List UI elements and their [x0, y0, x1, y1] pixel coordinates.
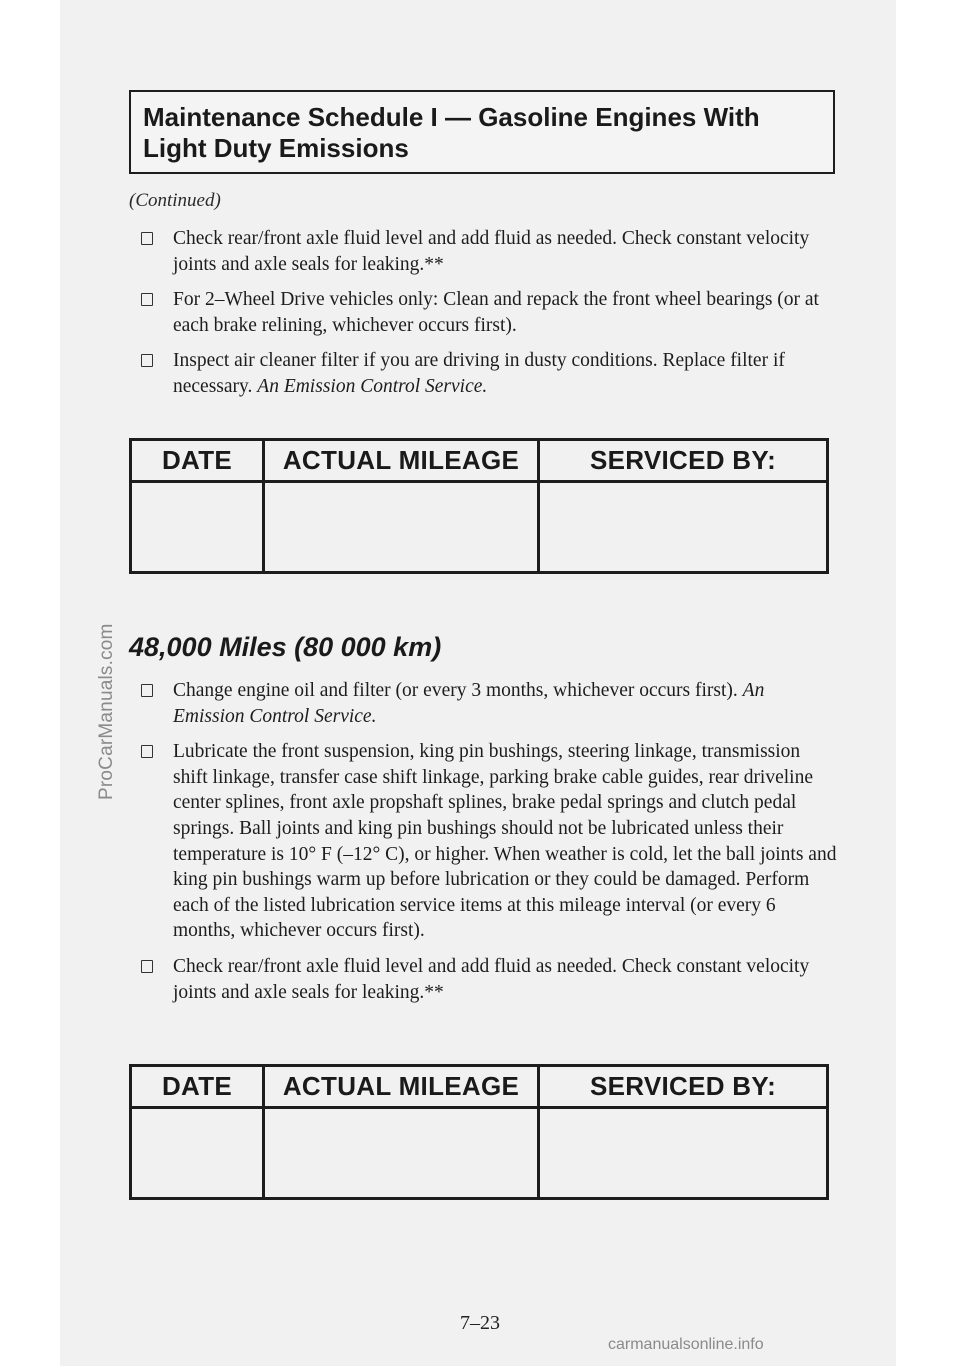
checklist-item — [139, 226, 839, 277]
checklist-bottom — [139, 678, 839, 1015]
emission-note: An Emission Control Service. — [257, 375, 488, 397]
checkbox-icon[interactable] — [141, 684, 153, 697]
checklist-top — [139, 226, 839, 410]
checklist-item-text: Lubricate the front suspension, king pin bushings, steering linkage, transmission shift linkage, transfer case shift linkage, parking brake cable guides, rear driveline center splines, front axle propshaft splines, brake pedal springs and clutch pedal springs. Ball joints and king pin bushings should not be lubricated unless their temperature is 10° F (–12° C), or higher. When weather is cold, let the ball joints and king pin bushings warm up before lubrication or they could be damaged. Perform each of the listed lubrication service items at this mileage interval (or every 6 months, whichever occurs first). — [173, 741, 837, 942]
mileage-section-title: 48,000 Miles (80 000 km) — [129, 632, 442, 662]
schedule-heading-box — [129, 90, 835, 174]
checklist-item-text: For 2–Wheel Drive vehicles only: Clean and repack the front wheel bearings (or at each brake relining, whichever occurs first). — [173, 289, 819, 336]
checklist-item-text: Inspect air cleaner filter if you are driving in dusty conditions. Replace filter if necessary. — [173, 350, 785, 397]
table-cell-serviced-by[interactable] — [537, 1109, 826, 1197]
checklist-item — [139, 739, 839, 944]
checklist-item-text: Check rear/front axle fluid level and add fluid as needed. Check constant velocity joints and axle seals for leaking.** — [173, 955, 810, 1003]
checkbox-icon[interactable] — [141, 745, 153, 758]
watermark-carmanualsonline: carmanualsonline.info — [608, 1336, 764, 1353]
checklist-item — [139, 678, 839, 729]
table-header-mileage: ACTUAL MILEAGE — [262, 1067, 537, 1109]
table-header-serviced-by: SERVICED BY: — [537, 441, 826, 483]
service-record-table-2 — [129, 1064, 829, 1200]
checklist-item-text: Change engine oil and filter (or every 3 months, whichever occurs first). — [173, 680, 738, 701]
checkbox-icon[interactable] — [141, 293, 153, 306]
table-cell-mileage[interactable] — [262, 1109, 537, 1197]
checkbox-icon[interactable] — [141, 232, 153, 245]
table-cell-date[interactable] — [132, 483, 262, 571]
page-number: 7–23 — [460, 1312, 500, 1334]
checkbox-icon[interactable] — [141, 960, 153, 973]
checklist-item-text: Check rear/front axle fluid level and add fluid as needed. Check constant velocity joints and axle seals for leaking.** — [173, 228, 810, 275]
table-cell-serviced-by[interactable] — [537, 483, 826, 571]
checkbox-icon[interactable] — [141, 354, 153, 367]
table-header-date: DATE — [132, 441, 262, 483]
checklist-item — [139, 348, 839, 399]
continued-label: (Continued) — [129, 190, 221, 211]
checklist-item — [139, 954, 839, 1005]
table-header-mileage: ACTUAL MILEAGE — [262, 441, 537, 483]
service-record-table-1 — [129, 438, 829, 574]
schedule-heading-line2: Light Duty Emissions — [143, 133, 409, 163]
table-cell-mileage[interactable] — [262, 483, 537, 571]
table-header-date: DATE — [132, 1067, 262, 1109]
table-header-serviced-by: SERVICED BY: — [537, 1067, 826, 1109]
table-cell-date[interactable] — [132, 1109, 262, 1197]
watermark-procarmanuals: ProCarManuals.com — [96, 623, 117, 800]
schedule-heading-line1: Maintenance Schedule I — Gasoline Engines With — [143, 102, 760, 132]
emission-note: An Emission Control Service. — [173, 680, 765, 727]
checklist-item — [139, 287, 839, 338]
